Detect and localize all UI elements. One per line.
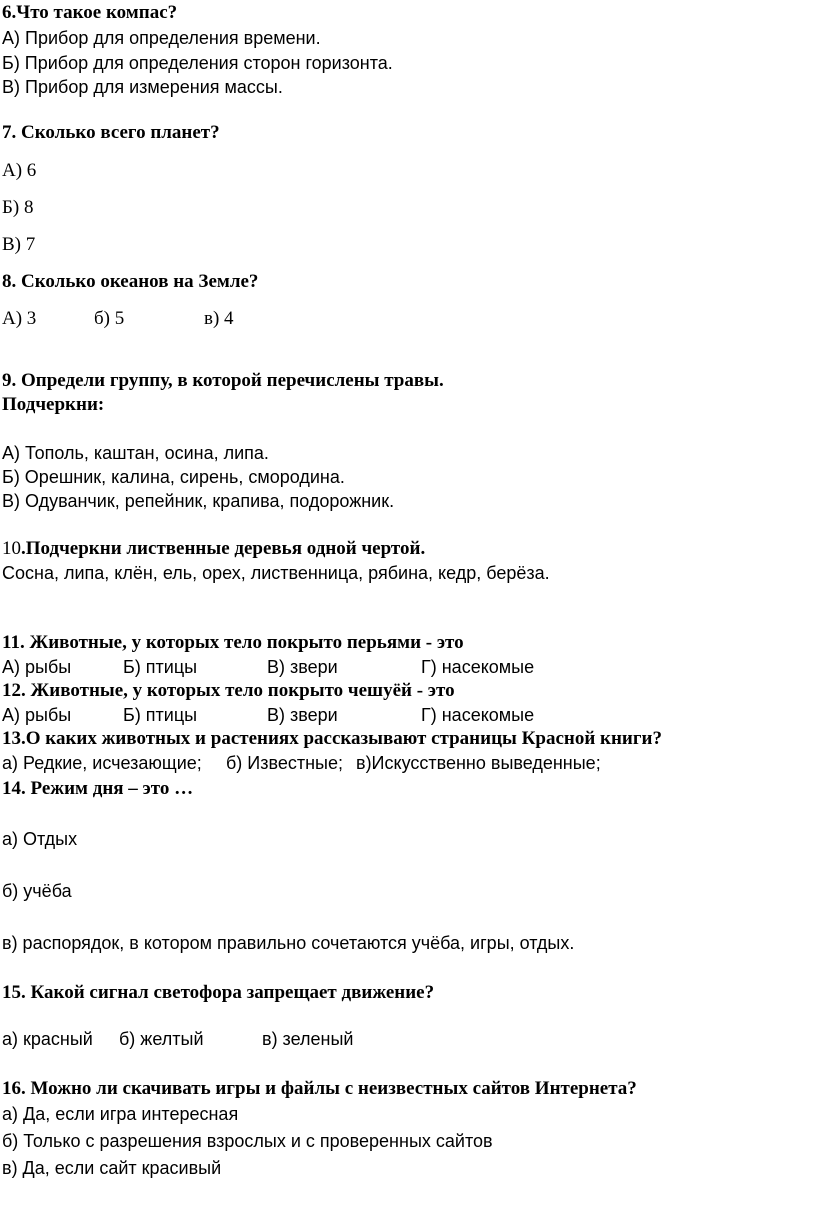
q15-options [2, 1028, 353, 1050]
q12-option-d: Г) насекомые [421, 705, 535, 725]
q11-title: 11. Животные, у которых тело покрыто перьями - это [2, 632, 464, 653]
q15-option-a: а) красный [2, 1029, 93, 1049]
q14-option-a: а) Отдых [2, 829, 78, 849]
q12-option-c: В) звери [267, 705, 338, 725]
q13-options [2, 752, 601, 774]
q11-option-b: Б) птицы [123, 657, 198, 677]
q11-option-c: В) звери [267, 657, 338, 677]
q9-option-a: А) Тополь, каштан, осина, липа. [2, 443, 269, 463]
q8-options [2, 308, 234, 330]
q15-title: 15. Какой сигнал светофора запрещает движение? [2, 982, 435, 1003]
q13-option-a: а) Редкие, исчезающие; [2, 753, 202, 773]
q14-title: 14. Режим дня – это … [2, 778, 194, 799]
q6-option-c: В) Прибор для измерения массы. [2, 77, 283, 97]
q7-option-c: В) 7 [2, 234, 36, 255]
q6-title: 6.Что такое компас? [2, 2, 178, 23]
q16-option-b: б) Только с разрешения взрослых и с проверенных сайтов [2, 1131, 493, 1151]
q11-option-d: Г) насекомые [421, 657, 535, 677]
q9-title: 9. Определи группу, в которой перечислены травы. [2, 370, 444, 391]
q13-option-b: б) Известные; [226, 753, 343, 773]
q9-option-b: Б) Орешник, калина, сирень, смородина. [2, 467, 345, 487]
q16-option-a: а) Да, если игра интересная [2, 1104, 239, 1124]
q10-title: .Подчеркни лиственные деревья одной чертой. [21, 538, 426, 559]
q10-title-line [2, 538, 425, 560]
q8-option-a: А) 3 [2, 308, 37, 329]
q15-option-b: б) желтый [119, 1029, 204, 1049]
q13-title: 13.О каких животных и растениях рассказывают страницы Красной книги? [2, 728, 662, 749]
q10-number: 10 [2, 538, 21, 559]
q7-option-b: Б) 8 [2, 197, 34, 218]
q7-title: 7. Сколько всего планет? [2, 122, 220, 143]
q9-subtitle: Подчеркни: [2, 394, 105, 415]
q8-option-c: в) 4 [204, 308, 234, 329]
q14-option-b: б) учёба [2, 881, 72, 901]
q12-option-b: Б) птицы [123, 705, 198, 725]
q9-option-c: В) Одуванчик, репейник, крапива, подорожник. [2, 491, 395, 511]
q14-option-c: в) распорядок, в котором правильно сочетаются учёба, игры, отдых. [2, 933, 575, 953]
q16-option-c: в) Да, если сайт красивый [2, 1158, 222, 1178]
q12-options [2, 704, 534, 726]
q11-options [2, 656, 534, 678]
q11-option-a: А) рыбы [2, 657, 72, 677]
q13-option-c: в)Искусственно выведенные; [356, 753, 601, 773]
q8-option-b: б) 5 [94, 308, 125, 329]
q6-option-b: Б) Прибор для определения сторон горизонта. [2, 53, 393, 73]
q6-option-a: А) Прибор для определения времени. [2, 28, 321, 48]
q8-title: 8. Сколько океанов на Земле? [2, 271, 259, 292]
q12-option-a: А) рыбы [2, 705, 72, 725]
q16-title: 16. Можно ли скачивать игры и файлы с неизвестных сайтов Интернета? [2, 1078, 637, 1099]
q10-text: Сосна, липа, клён, ель, орех, лиственница, рябина, кедр, берёза. [2, 563, 550, 583]
q12-title: 12. Животные, у которых тело покрыто чешуёй - это [2, 680, 455, 701]
q7-option-a: А) 6 [2, 160, 37, 181]
q15-option-c: в) зеленый [262, 1029, 354, 1049]
